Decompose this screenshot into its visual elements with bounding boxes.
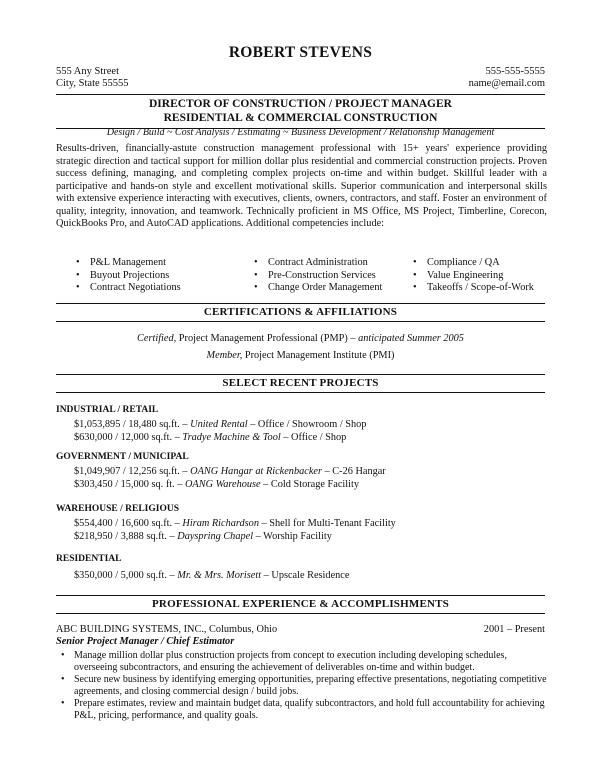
company-name: ABC BUILDING SYSTEMS, INC., Columbus, Ohio	[56, 624, 278, 635]
bullet-icon: •	[254, 282, 258, 293]
address-line2: City, State 55555	[56, 78, 129, 89]
role-title: Senior Project Manager / Chief Estimator	[56, 636, 235, 647]
project-line: $218,950 / 3,888 sq.ft. – Dayspring Chapel – Worship Facility	[74, 531, 332, 542]
project-line: $303,450 / 15,000 sq. ft. – OANG Warehouse – Cold Storage Facility	[74, 479, 359, 490]
project-line: $1,053,895 / 18,480 sq.ft. – United Rental – Office / Showroom / Shop	[74, 419, 367, 430]
job-title-line1: DIRECTOR OF CONSTRUCTION / PROJECT MANAGER	[149, 98, 452, 110]
bullet-icon: •	[61, 674, 65, 686]
competencies-col1	[76, 257, 181, 295]
competency-item: • Change Order Management	[254, 282, 383, 293]
project-line: $630,000 / 12,000 sq.ft. – Tradye Machine & Tool – Office / Shop	[74, 432, 347, 443]
certifications-heading: CERTIFICATIONS & AFFILIATIONS	[56, 303, 545, 322]
experience-bullet: • Manage million dollar plus construction projects from concept to execution including developing schedules, overseeing subcontractors, and ensuring the achievement of deliverables on-time and within budget.	[61, 650, 507, 673]
bullet-icon: •	[76, 269, 80, 281]
competency-item: • Pre-Construction Services	[254, 269, 376, 281]
experience-bullets	[56, 650, 547, 723]
project-line: $554,400 / 16,600 sq.ft. – Hiram Richardson – Shell for Multi-Tenant Facility	[74, 518, 396, 529]
bullet-icon: •	[254, 269, 258, 281]
job-title-box	[56, 94, 545, 129]
bullet-icon: •	[76, 257, 80, 268]
project-line: $1,049,907 / 12,256 sq.ft. – OANG Hangar at Rickenbacker – C-26 Hangar	[74, 466, 386, 477]
project-category-residential: RESIDENTIAL	[56, 554, 122, 564]
membership-pmi: Member, Project Management Institute (PMI)	[206, 350, 395, 361]
tagline: Design / Build ~ Cost Analysis / Estimating ~ Business Development / Relationship Management	[106, 127, 495, 138]
bullet-icon: •	[61, 698, 65, 710]
competency-item: • P&L Management	[76, 257, 166, 268]
address-block	[56, 66, 129, 90]
competency-item: • Contract Administration	[254, 257, 368, 268]
competency-item: • Buyout Projections	[76, 269, 170, 281]
phone-number: 555-555-5555	[485, 66, 545, 77]
contact-block	[469, 66, 545, 90]
competencies-col3	[413, 257, 534, 295]
competency-item: • Takeoffs / Scope-of-Work	[413, 282, 534, 293]
employment-dates: 2001 – Present	[483, 624, 545, 635]
bullet-icon: •	[61, 650, 65, 661]
competency-item: • Compliance / QA	[413, 257, 500, 268]
bullet-icon: •	[76, 282, 80, 293]
projects-heading: SELECT RECENT PROJECTS	[56, 374, 545, 393]
competency-item: • Contract Negotiations	[76, 282, 181, 293]
competencies-col2	[254, 257, 382, 295]
address-line1: 555 Any Street	[56, 66, 119, 77]
competency-item: • Value Engineering	[413, 269, 504, 281]
summary-paragraph: Results-driven, financially-astute construction management professional with 15+ years' experience providing strategic direction and tactical support for million dollar plus residential and commercial construction projects. Proven success defining, managing, and completing complex projects on-time and within budget. Skillful leader with a participative and hands-on style and excellent motivational skills. Superior communication and interpersonal skills with extensive experience interacting with executives, clients, owners, contractors, and staff. Foster an environment of quality, integrity, innovation, and teamwork. Technically proficient in MS Office, MS Project, Timberline, Corecon, QuickBooks Pro, and AutoCAD applications. Additional competencies include:	[56, 143, 547, 229]
project-category-warehouse: WAREHOUSE / RELIGIOUS	[56, 504, 180, 514]
bullet-icon: •	[413, 269, 417, 281]
experience-heading: PROFESSIONAL EXPERIENCE & ACCOMPLISHMENTS	[56, 595, 545, 614]
experience-bullet: • Prepare estimates, review and maintain budget data, qualify subcontractors, and hold full accountability for achieving P&L, pricing, performance, and quality goals.	[61, 698, 545, 721]
bullet-icon: •	[413, 282, 417, 293]
certification-pmp: Certified, Project Management Professional (PMP) – anticipated Summer 2005	[137, 333, 464, 344]
project-category-government: GOVERNMENT / MUNICIPAL	[56, 452, 189, 462]
candidate-name: ROBERT STEVENS	[228, 44, 373, 61]
project-category-industrial: INDUSTRIAL / RETAIL	[56, 405, 159, 415]
email-address: name@email.com	[468, 78, 545, 89]
project-line: $350,000 / 5,000 sq.ft. – Mr. & Mrs. Morisett – Upscale Residence	[74, 570, 350, 581]
bullet-icon: •	[413, 257, 417, 268]
job-title-line2: RESIDENTIAL & COMMERCIAL CONSTRUCTION	[163, 112, 438, 124]
experience-bullet: • Secure new business by identifying emerging opportunities, preparing effective presentations, negotiating competitive agreements, and closing commercial design / build jobs.	[61, 674, 547, 697]
bullet-icon: •	[254, 257, 258, 268]
